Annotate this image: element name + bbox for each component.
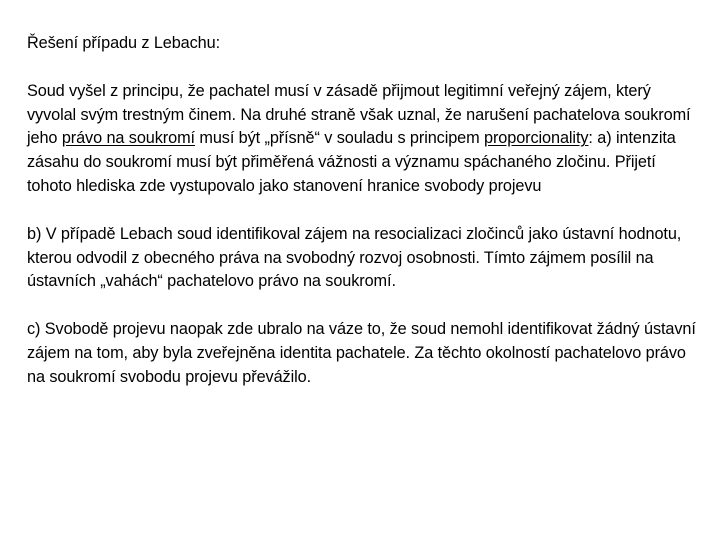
underlined-right-to-privacy: právo na soukromí	[61, 129, 195, 148]
paragraph-principle	[27, 80, 699, 199]
paragraph-resocialization: b) V případě Lebach soud identifikoval zájem na resocializaci zločinců jako ústavní hodnotu, kterou odvodil z obecného práva na svobodný rozvoj osobnosti. Tímto zájmem posílil na ústavních „vahách“ pachatelovo právo na soukromí.	[27, 224, 682, 291]
slide-title: Řešení případu z Lebachu:	[27, 34, 221, 52]
underlined-proportionality: proporcionality	[484, 129, 589, 148]
paragraph-free-speech: c) Svobodě projevu naopak zde ubralo na váze to, že soud nemohl identifikovat žádný ústavní zájem na tom, aby byla zveřejněna identita pachatele. Za těchto okolností pachatelovo právo na soukromí svobodu projevu převážilo.	[27, 320, 696, 386]
paragraph-principle-text-1: Soud vyšel z principu, že pachatel musí v zásadě přijmout legitimní veřejný zájem, který vyvolal svým trestným činem. Na druhé straně však uznal, že narušení pachatelova soukromí jeho	[27, 81, 691, 148]
paragraph-principle-text-2: musí být „přísně“ v souladu s principem	[194, 129, 485, 148]
slide-content	[27, 32, 699, 414]
paragraph-principle-text-3: : a) intenzita zásahu do soukromí musí být přiměřená vážnosti a významu spáchaného zločinu. Přijetí tohoto hlediska zde vystupovalo jako stanovení hranice svobody projevu	[27, 129, 676, 195]
